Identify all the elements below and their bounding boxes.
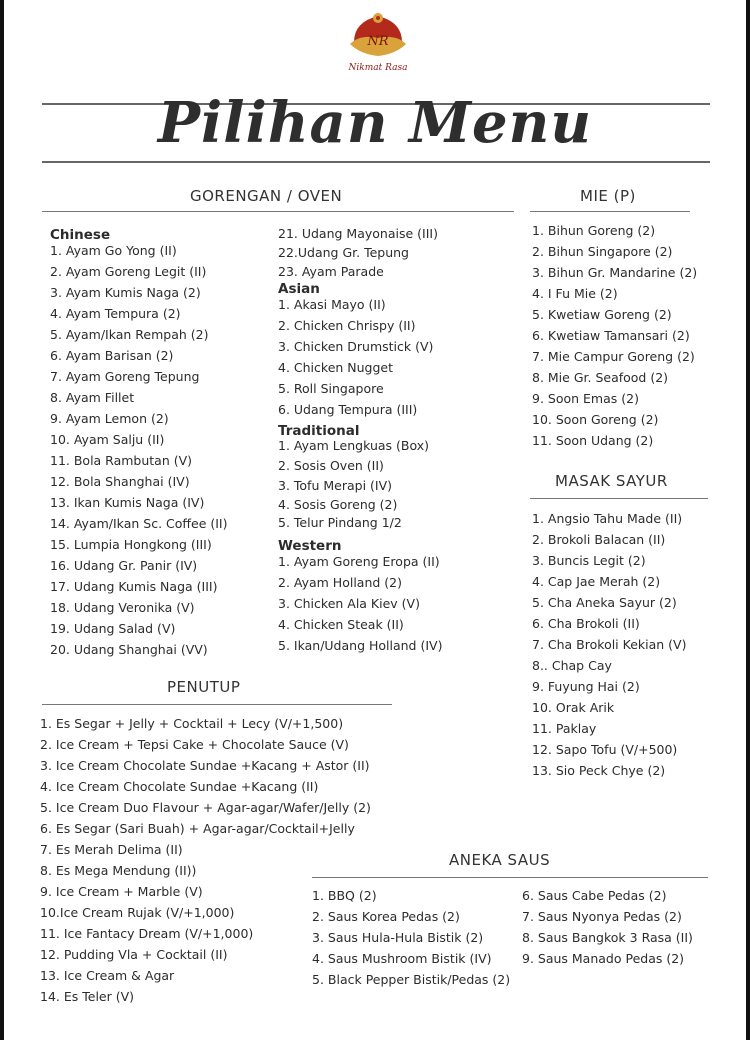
list-item: 6. Es Segar (Sari Buah) + Agar-agar/Cocktail+Jelly (40, 821, 355, 836)
list-item: 3. Buncis Legit (2) (532, 553, 646, 568)
penutup-heading-rule (42, 704, 392, 705)
list-item: 7. Cha Brokoli Kekian (V) (532, 637, 687, 652)
list-item: 1. Ayam Go Yong (II) (50, 243, 177, 258)
brand-name: Nikmat Rasa (348, 63, 408, 73)
list-item: 4. Ayam Tempura (2) (50, 306, 181, 321)
list-item: 8. Mie Gr. Seafood (2) (532, 370, 669, 385)
masak-sayur-heading: MASAK SAYUR (555, 472, 668, 490)
list-item: 4. Chicken Steak (II) (278, 617, 404, 632)
aneka-saus-heading-rule (312, 877, 708, 878)
list-item: 13. Sio Peck Chye (2) (532, 763, 666, 778)
list-item: 11. Ice Fantacy Dream (V/+1,000) (40, 926, 254, 941)
chinese-list-continued (278, 224, 438, 281)
list-item: 8. Es Mega Mendung (II)) (40, 863, 197, 878)
list-item: 9. Saus Manado Pedas (2) (522, 951, 685, 966)
list-item: 5. Ayam/Ikan Rempah (2) (50, 327, 209, 342)
list-item: 1. Angsio Tahu Made (II) (532, 511, 683, 526)
logo-emblem-icon (346, 8, 410, 62)
menu-page (4, 0, 746, 1040)
brand-logo (338, 8, 418, 73)
list-item: 18. Udang Veronika (V) (50, 600, 195, 615)
list-item: 12. Pudding Vla + Cocktail (II) (40, 947, 228, 962)
list-item: 14. Ayam/Ikan Sc. Coffee (II) (50, 516, 228, 531)
list-item: 7. Ayam Goreng Tepung (50, 369, 200, 384)
list-item: 7. Saus Nyonya Pedas (2) (522, 909, 682, 924)
page-title: Pilihan Menu (157, 90, 593, 156)
list-item: 2. Brokoli Balacan (II) (532, 532, 666, 547)
list-item: 5. Cha Aneka Sayur (2) (532, 595, 677, 610)
list-item: 1. Ayam Lengkuas (Box) (278, 438, 430, 453)
mie-heading: MIE (P) (580, 187, 636, 205)
list-item: 6. Cha Brokoli (II) (532, 616, 640, 631)
traditional-list (278, 436, 429, 533)
list-item: 4. Cap Jae Merah (2) (532, 574, 661, 589)
list-item: 5. Roll Singapore (278, 381, 384, 396)
list-item: 2. Chicken Chrispy (II) (278, 318, 416, 333)
list-item: 7. Mie Campur Goreng (2) (532, 349, 695, 364)
mie-heading-rule (530, 211, 690, 212)
list-item: 3. Chicken Ala Kiev (V) (278, 596, 420, 611)
list-item: 1. Bihun Goreng (2) (532, 223, 656, 238)
list-item: 5. Black Pepper Bistik/Pedas (2) (312, 972, 511, 987)
list-item: 9. Ice Cream + Marble (V) (40, 884, 203, 899)
list-item: 5. Ikan/Udang Holland (IV) (278, 638, 443, 653)
chinese-subheading: Chinese (50, 227, 111, 243)
penutup-heading: PENUTUP (167, 678, 241, 696)
list-item: 15. Lumpia Hongkong (III) (50, 537, 212, 552)
title-rule-bottom (42, 161, 710, 163)
list-item: 9. Fuyung Hai (2) (532, 679, 640, 694)
list-item: 6. Saus Cabe Pedas (2) (522, 888, 667, 903)
masak-sayur-heading-rule (530, 498, 708, 499)
list-item: 3. Ayam Kumis Naga (2) (50, 285, 201, 300)
list-item: 4. I Fu Mie (2) (532, 286, 618, 301)
gorengan-heading: GORENGAN / OVEN (190, 187, 343, 205)
list-item: 2. Ice Cream + Tepsi Cake + Chocolate Sauce (V) (40, 737, 349, 752)
list-item: 4. Chicken Nugget (278, 360, 394, 375)
aneka-saus-list-right (522, 885, 693, 969)
list-item: 3. Chicken Drumstick (V) (278, 339, 434, 354)
list-item: 8.. Chap Cay (532, 658, 612, 673)
aneka-saus-list-left (312, 885, 510, 990)
list-item: 2. Ayam Holland (2) (278, 575, 402, 590)
list-item: 2. Saus Korea Pedas (2) (312, 909, 460, 924)
chinese-list (50, 240, 227, 660)
list-item: 2. Sosis Oven (II) (278, 458, 384, 473)
list-item: 5. Telur Pindang 1/2 (278, 515, 402, 530)
list-item: 13. Ikan Kumis Naga (IV) (50, 495, 205, 510)
list-item: 10. Orak Arik (532, 700, 615, 715)
traditional-subheading: Traditional (278, 423, 360, 439)
mie-list (532, 220, 697, 451)
gorengan-heading-rule (42, 211, 514, 212)
list-item: 7. Es Merah Delima (II) (40, 842, 183, 857)
list-item: 16. Udang Gr. Panir (IV) (50, 558, 198, 573)
list-item: 10. Ayam Salju (II) (50, 432, 165, 447)
list-item: 14. Es Teler (V) (40, 989, 135, 1004)
list-item: 11. Bola Rambutan (V) (50, 453, 193, 468)
list-item: 11. Soon Udang (2) (532, 433, 654, 448)
list-item: 12. Bola Shanghai (IV) (50, 474, 190, 489)
list-item: 1. Es Segar + Jelly + Cocktail + Lecy (V/+1,500) (40, 716, 344, 731)
asian-subheading: Asian (278, 281, 320, 297)
list-item: 3. Saus Hula-Hula Bistik (2) (312, 930, 484, 945)
list-item: 3. Tofu Merapi (IV) (278, 478, 393, 493)
list-item: 10.Ice Cream Rujak (V/+1,000) (40, 905, 235, 920)
list-item: 1. BBQ (2) (312, 888, 377, 903)
list-item: 2. Ayam Goreng Legit (II) (50, 264, 207, 279)
list-item: 1. Ayam Goreng Eropa (II) (278, 554, 440, 569)
list-item: 9. Soon Emas (2) (532, 391, 639, 406)
list-item: 10. Soon Goreng (2) (532, 412, 659, 427)
list-item: 6. Kwetiaw Tamansari (2) (532, 328, 690, 343)
list-item: 4. Sosis Goreng (2) (278, 497, 398, 512)
list-item: 11. Paklay (532, 721, 597, 736)
svg-text:NR: NR (367, 34, 389, 49)
list-item: 19. Udang Salad (V) (50, 621, 176, 636)
list-item: 3. Ice Cream Chocolate Sundae +Kacang + Astor (II) (40, 758, 370, 773)
list-item: 9. Ayam Lemon (2) (50, 411, 169, 426)
asian-list (278, 294, 433, 420)
list-item: 6. Udang Tempura (III) (278, 402, 418, 417)
list-item: 20. Udang Shanghai (VV) (50, 642, 208, 657)
aneka-saus-heading: ANEKA SAUS (449, 851, 551, 869)
western-list (278, 551, 442, 656)
list-item: 13. Ice Cream & Agar (40, 968, 175, 983)
list-item: 5. Kwetiaw Goreng (2) (532, 307, 672, 322)
list-item: 1. Akasi Mayo (II) (278, 297, 386, 312)
list-item: 23. Ayam Parade (278, 264, 384, 279)
western-subheading: Western (278, 538, 342, 554)
list-item: 4. Saus Mushroom Bistik (IV) (312, 951, 492, 966)
masak-sayur-list (532, 508, 686, 781)
list-item: 2. Bihun Singapore (2) (532, 244, 673, 259)
list-item: 3. Bihun Gr. Mandarine (2) (532, 265, 698, 280)
list-item: 17. Udang Kumis Naga (III) (50, 579, 218, 594)
list-item: 21. Udang Mayonaise (III) (278, 226, 438, 241)
list-item: 8. Ayam Fillet (50, 390, 135, 405)
list-item: 8. Saus Bangkok 3 Rasa (II) (522, 930, 693, 945)
list-item: 22.Udang Gr. Tepung (278, 245, 409, 260)
list-item: 12. Sapo Tofu (V/+500) (532, 742, 678, 757)
list-item: 6. Ayam Barisan (2) (50, 348, 174, 363)
list-item: 5. Ice Cream Duo Flavour + Agar-agar/Wafer/Jelly (2) (40, 800, 371, 815)
list-item: 4. Ice Cream Chocolate Sundae +Kacang (II) (40, 779, 319, 794)
